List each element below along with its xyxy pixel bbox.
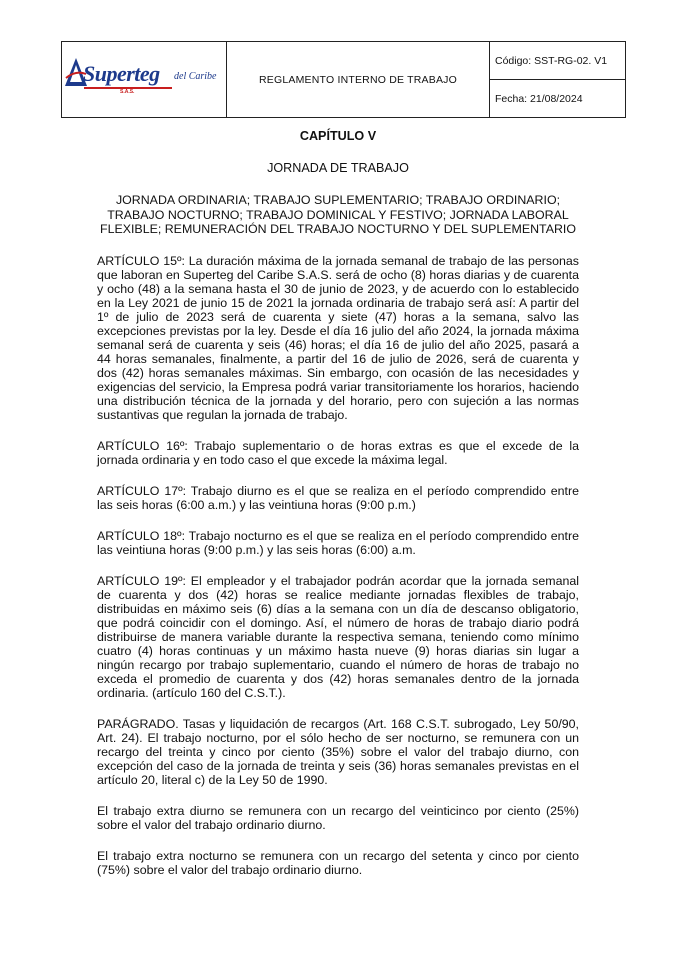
company-logo bbox=[62, 42, 226, 117]
paragrado-paragraph: PARÁGRADO. Tasas y liquidación de recargos (Art. 168 C.S.T. subrogado, Ley 50/90, Art. 24). El trabajo nocturno, por el sólo hecho de ser nocturno, se remunera con un recargo del treinta y cinco por ciento (35%) sobre el valor del trabajo diurno, con excepción del caso de la jornada de treinta y seis (36) horas semanales previstas en el artículo 20, literal c) de la Ley 50 de 1990. bbox=[97, 716, 579, 787]
logo-cell bbox=[62, 42, 227, 118]
logo-small-text: S.A.S. bbox=[120, 89, 135, 95]
extra-diurno-paragraph: El trabajo extra diurno se remunera con un recargo del veinticinco por ciento (25%) sobre el valor del trabajo ordinario diurno. bbox=[97, 803, 579, 832]
document-body bbox=[97, 129, 579, 877]
section-title: JORNADA DE TRABAJO bbox=[267, 161, 409, 175]
article-18-paragraph: ARTÍCULO 18º: Trabajo nocturno es el que se realiza en el período comprendido entre las veintiuna horas (9:00 p.m.) y las seis horas (6:00) a.m. bbox=[97, 528, 579, 557]
logo-suffix-text: del Caribe bbox=[174, 71, 217, 82]
document-date: Fecha: 21/08/2024 bbox=[490, 80, 626, 118]
article-19-paragraph: ARTÍCULO 19º: El empleador y el trabajador podrán acordar que la jornada semanal de cuarenta y dos (42) horas se realice mediante jornadas flexibles de trabajo, distribuidas en máximo seis (6) días a la semana con un día de descanso obligatorio, que podrá coincidir con el domingo. Así, el número de horas de trabajo diario podrá distribuirse de manera variable durante la respectiva semana, teniendo como mínimo cuatro (4) horas continuas y un máximo hasta nueve (9) horas diarias sin lugar a ningún recargo por trabajo suplementario, cuando el número de horas de trabajo no exceda el promedio de cuarenta y dos (42) horas semanales dentro de la jornada ordinaria. (artículo 160 del C.S.T.). bbox=[97, 573, 579, 700]
logo-brand-text: Superteg bbox=[83, 61, 160, 86]
article-17-paragraph: ARTÍCULO 17º: Trabajo diurno es el que se realiza en el período comprendido entre las seis horas (6:00 a.m.) y las veintiuna horas (9:00 p.m.) bbox=[97, 483, 579, 512]
chapter-title: CAPÍTULO V bbox=[299, 129, 377, 143]
document-code: Código: SST-RG-02. V1 bbox=[490, 42, 626, 80]
extra-nocturno-paragraph: El trabajo extra nocturno se remunera con un recargo del setenta y cinco por ciento (75%) sobre el valor del trabajo ordinario diurno. bbox=[97, 848, 579, 877]
article-16-paragraph: ARTÍCULO 16º: Trabajo suplementario o de horas extras es que el excede de la jornada ordinaria y en todo caso el que excede la máxima legal. bbox=[97, 438, 579, 467]
section-subheading: JORNADA ORDINARIA; TRABAJO SUPLEMENTARIO; TRABAJO ORDINARIO; TRABAJO NOCTURNO; TRABAJO DOMINICAL Y FESTIVO; JORNADA LABORAL FLEXIBLE; REMUNERACIÓN DEL TRABAJO NOCTURNO Y DEL SUPLEMENTARIO bbox=[100, 193, 576, 236]
document-header bbox=[61, 41, 626, 118]
article-15-paragraph: ARTÍCULO 15º: La duración máxima de la jornada semanal de trabajo de las personas que laboran en Superteg del Caribe S.A.S. será de ocho (8) horas diarias y de cuarenta y ocho (48) a la semana hasta el 30 de junio de 2023, y de acuerdo con lo establecido en la Ley 2021 de junio 15 de 2021 la jornada ordinaria de trabajo será así: A partir del 1º de julio de 2023 será de cuarenta y siete (47) horas a la semana, salvo las excepciones previstas por la ley. Desde el día 16 julio del año 2024, la jornada máxima semanal será de cuarenta y seis (46) horas; el día 16 de julio del año 2025, pasará a 44 horas semanales, finalmente, a partir del 16 de julio de 2026, será de cuarenta y dos (42) horas semanales máximas. Sin embargo, con ocasión de las necesidades y exigencias del servicio, la Empresa podrá variar transitoriamente los horarios, haciendo una distribución técnica de la jornada y del horario, pero con sujeción a las normas sustantivas que regulan la jornada de trabajo. bbox=[97, 253, 579, 422]
document-title: REGLAMENTO INTERNO DE TRABAJO bbox=[227, 42, 490, 118]
